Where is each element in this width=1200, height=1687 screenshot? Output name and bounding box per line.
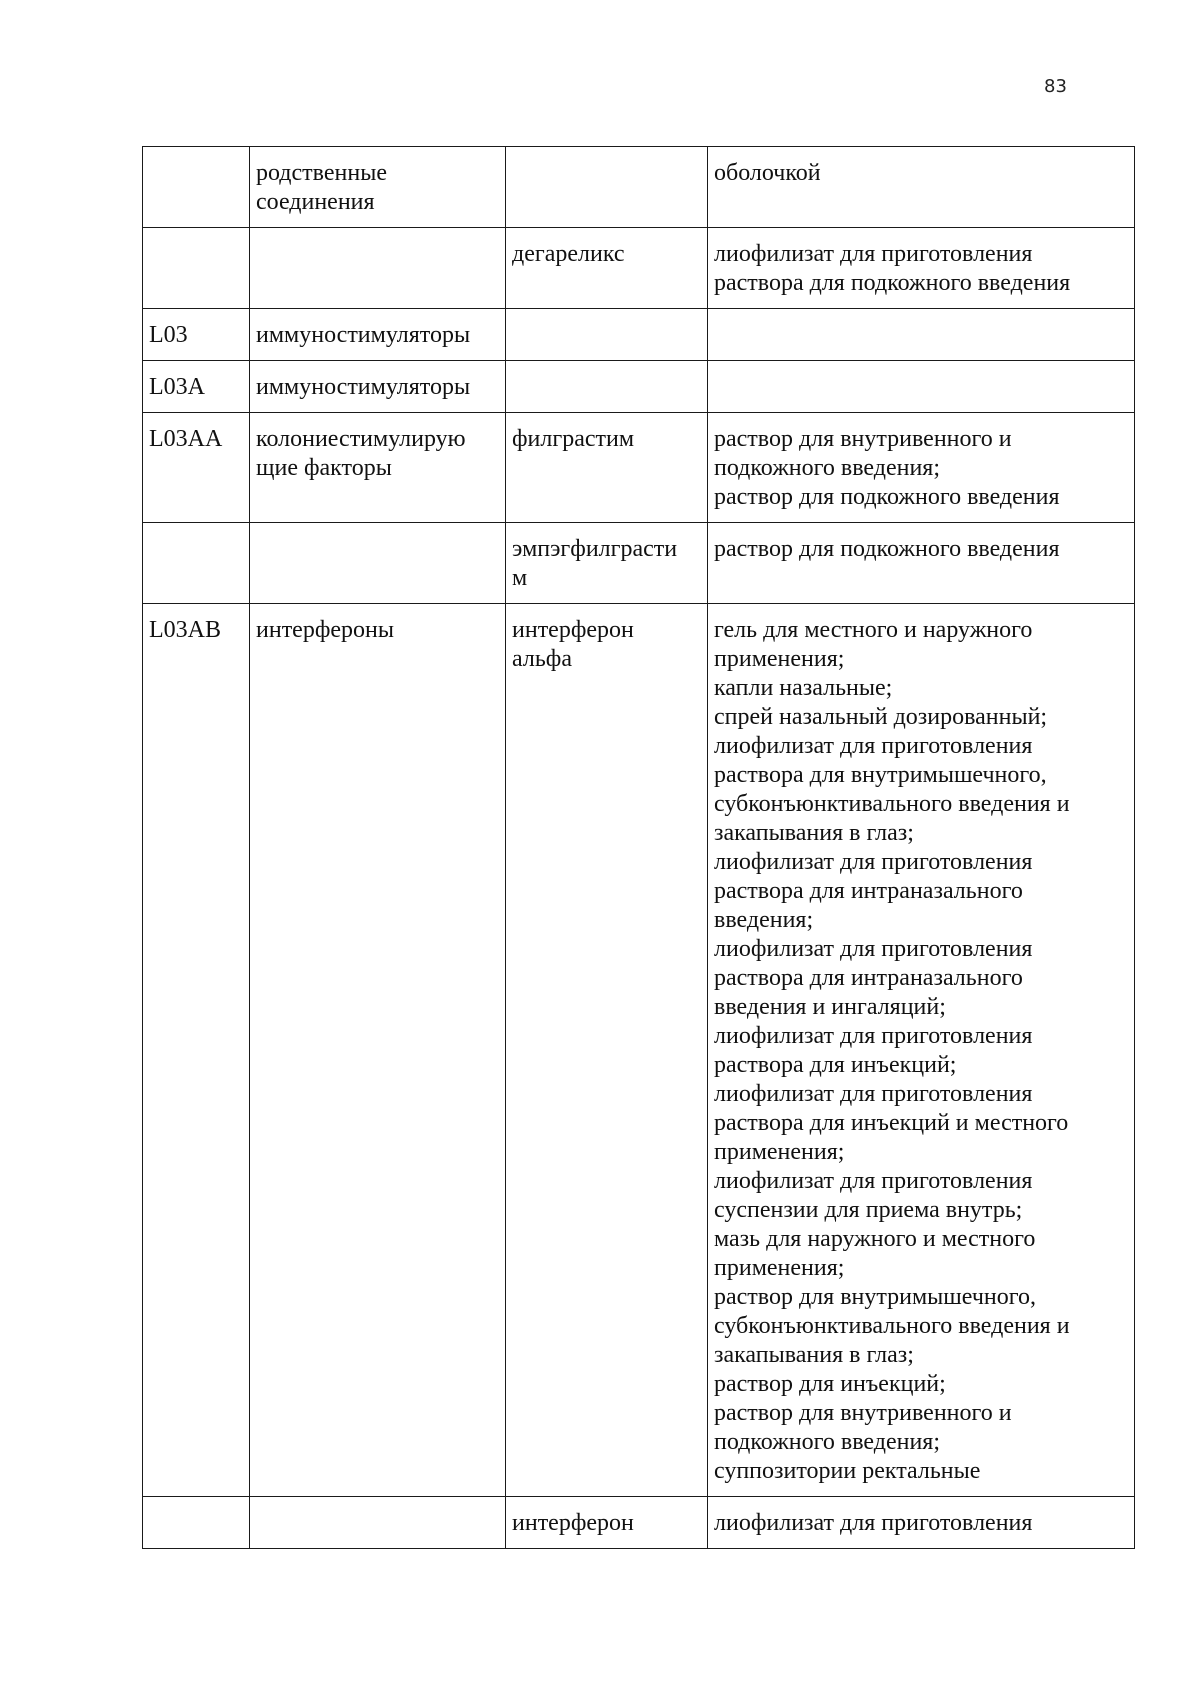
group-name-cell — [250, 309, 506, 361]
dosage-forms-line: оболочкой — [714, 160, 821, 186]
dosage-forms-line: лиофилизат для приготовления — [714, 1023, 1033, 1049]
group-name-cell — [250, 413, 506, 523]
dosage-forms-cell — [708, 309, 1135, 361]
atc-code-text: L03A — [149, 374, 205, 400]
substance-line: дегареликс — [512, 241, 625, 267]
substance-line: альфа — [512, 646, 572, 672]
group-name-cell — [250, 523, 506, 604]
dosage-forms-line: применения; — [714, 1255, 845, 1281]
group-name-cell — [250, 147, 506, 228]
group-name-cell — [250, 604, 506, 1497]
dosage-forms-line: лиофилизат для приготовления — [714, 241, 1033, 267]
group-name-line: колониестимулирую — [256, 426, 466, 452]
substance-line: м — [512, 565, 528, 591]
atc-code-text: L03AA — [149, 426, 223, 452]
substance-cell — [506, 309, 708, 361]
atc-code-cell — [143, 228, 250, 309]
substance-line: эмпэгфилграсти — [512, 536, 678, 562]
group-name-line: иммуностимуляторы — [256, 322, 471, 348]
dosage-forms-line: подкожного введения; — [714, 1429, 940, 1455]
dosage-forms-cell — [708, 361, 1135, 413]
dosage-forms-line: применения; — [714, 1139, 845, 1165]
dosage-forms-line: суспензии для приема внутрь; — [714, 1197, 1023, 1223]
dosage-forms-line: спрей назальный дозированный; — [714, 704, 1048, 730]
substance-cell — [506, 604, 708, 1497]
dosage-forms-line: раствор для внутривенного и — [714, 1400, 1012, 1426]
atc-code-cell — [143, 1497, 250, 1549]
atc-code-text: L03 — [149, 322, 188, 348]
atc-code-cell — [143, 413, 250, 523]
dosage-forms-line: мазь для наружного и местного — [714, 1226, 1036, 1252]
group-name-line: интерфероны — [256, 617, 394, 643]
substance-cell — [506, 1497, 708, 1549]
group-name-line: щие факторы — [256, 455, 392, 481]
group-name-line: иммуностимуляторы — [256, 374, 471, 400]
table-row — [143, 228, 1135, 309]
table-row — [143, 309, 1135, 361]
dosage-forms-line: раствора для внутримышечного, — [714, 762, 1047, 788]
dosage-forms-line: лиофилизат для приготовления — [714, 733, 1033, 759]
table-row — [143, 147, 1135, 228]
dosage-forms-line: раствор для инъекций; — [714, 1371, 946, 1397]
dosage-forms-cell — [708, 413, 1135, 523]
drug-table — [142, 146, 1135, 1549]
substance-cell — [506, 228, 708, 309]
dosage-forms-line: суппозитории ректальные — [714, 1458, 981, 1484]
atc-code-cell — [143, 147, 250, 228]
dosage-forms-line: капли назальные; — [714, 675, 893, 701]
substance-cell — [506, 361, 708, 413]
substance-line: филграстим — [512, 426, 635, 452]
dosage-forms-line: раствора для интраназального — [714, 878, 1023, 904]
atc-code-cell — [143, 361, 250, 413]
dosage-forms-line: раствор для подкожного введения — [714, 484, 1060, 510]
dosage-forms-line: введения и ингаляций; — [714, 994, 946, 1020]
table-row — [143, 604, 1135, 1497]
dosage-forms-line: введения; — [714, 907, 814, 933]
atc-code-cell — [143, 604, 250, 1497]
dosage-forms-line: раствора для инъекций и местного — [714, 1110, 1069, 1136]
atc-code-text: L03AB — [149, 617, 221, 643]
table-row — [143, 1497, 1135, 1549]
substance-line: интерферон — [512, 617, 634, 643]
dosage-forms-cell — [708, 1497, 1135, 1549]
group-name-line: родственные — [256, 160, 387, 186]
substance-cell — [506, 413, 708, 523]
atc-code-cell — [143, 309, 250, 361]
table-row — [143, 523, 1135, 604]
dosage-forms-line: закапывания в глаз; — [714, 820, 914, 846]
dosage-forms-line: закапывания в глаз; — [714, 1342, 914, 1368]
dosage-forms-cell — [708, 147, 1135, 228]
dosage-forms-line: раствор для подкожного введения — [714, 536, 1060, 562]
substance-cell — [506, 147, 708, 228]
dosage-forms-line: раствора для инъекций; — [714, 1052, 957, 1078]
dosage-forms-line: гель для местного и наружного — [714, 617, 1033, 643]
group-name-cell — [250, 361, 506, 413]
dosage-forms-line: лиофилизат для приготовления — [714, 1168, 1033, 1194]
atc-code-cell — [143, 523, 250, 604]
dosage-forms-line: раствора для подкожного введения — [714, 270, 1071, 296]
dosage-forms-line: субконъюнктивального введения и — [714, 791, 1070, 817]
dosage-forms-line: раствор для внутримышечного, — [714, 1284, 1036, 1310]
group-name-line: соединения — [256, 189, 375, 215]
group-name-cell — [250, 228, 506, 309]
dosage-forms-cell — [708, 604, 1135, 1497]
dosage-forms-line: лиофилизат для приготовления — [714, 1081, 1033, 1107]
table-body — [143, 147, 1135, 1549]
dosage-forms-line: субконъюнктивального введения и — [714, 1313, 1070, 1339]
table-row — [143, 361, 1135, 413]
table-row — [143, 413, 1135, 523]
dosage-forms-cell — [708, 228, 1135, 309]
dosage-forms-line: раствор для внутривенного и — [714, 426, 1012, 452]
dosage-forms-line: лиофилизат для приготовления — [714, 849, 1033, 875]
dosage-forms-line: подкожного введения; — [714, 455, 940, 481]
dosage-forms-line: лиофилизат для приготовления — [714, 936, 1033, 962]
group-name-cell — [250, 1497, 506, 1549]
page-number: 83 — [1044, 76, 1067, 97]
dosage-forms-cell — [708, 523, 1135, 604]
dosage-forms-line: раствора для интраназального — [714, 965, 1023, 991]
dosage-forms-line: применения; — [714, 646, 845, 672]
substance-line: интерферон — [512, 1510, 634, 1536]
dosage-forms-line: лиофилизат для приготовления — [714, 1510, 1033, 1536]
substance-cell — [506, 523, 708, 604]
